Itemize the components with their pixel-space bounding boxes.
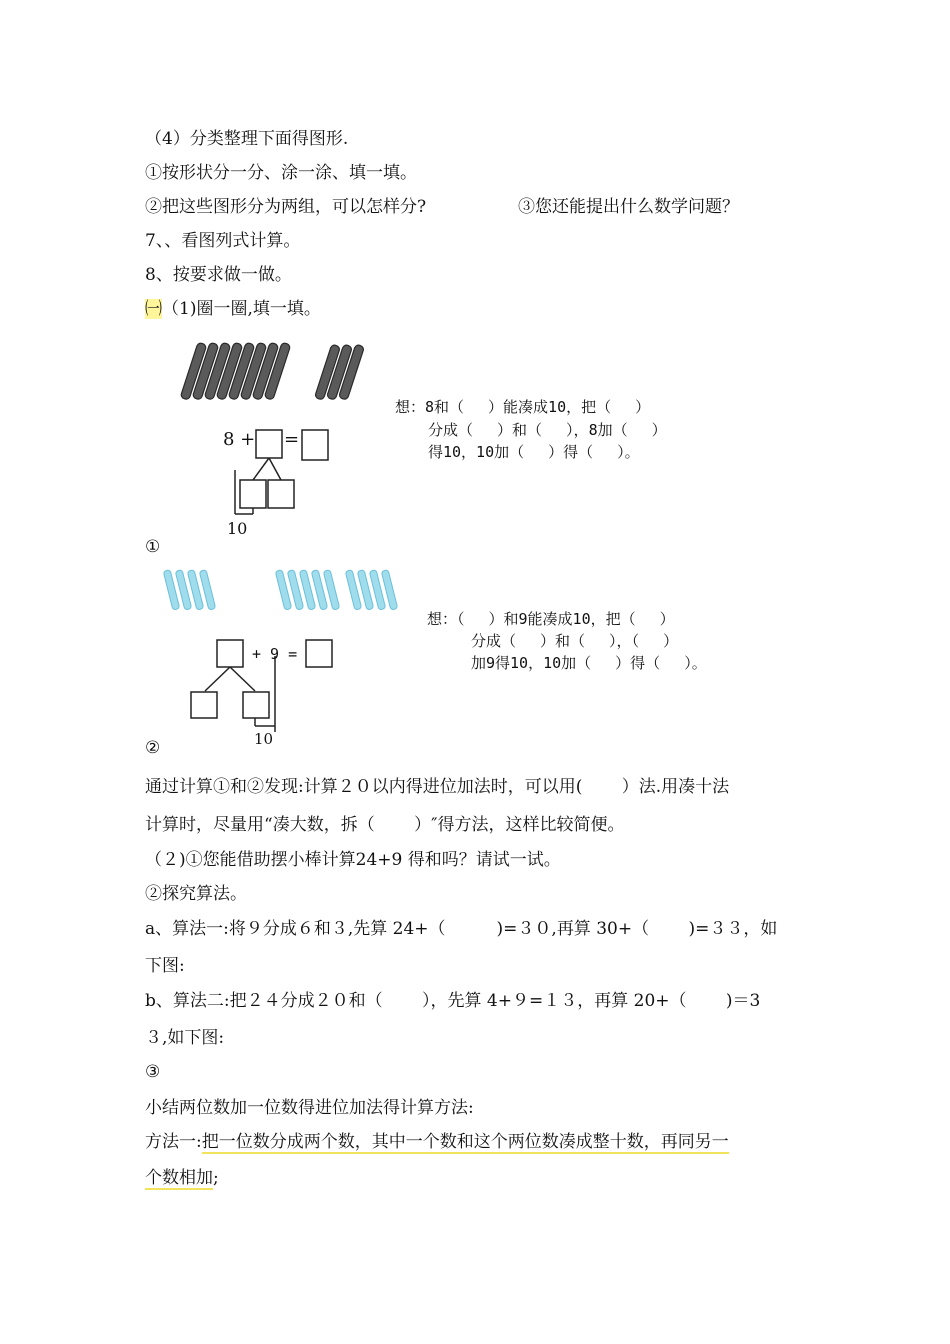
- figure1-eq-left: 8 +: [223, 429, 256, 450]
- part2-explore: ②探究算法。: [145, 884, 247, 904]
- figure2-eq-plus: + 9 =: [252, 645, 298, 663]
- method1-text: 把一位数分成两个数，其中一个数和这个两位数凑成整十数，再同另一: [201, 1132, 729, 1152]
- circle-one-label: ①: [145, 537, 161, 557]
- summary-method1-line2: [145, 1167, 219, 1189]
- method-b-line2: ３,如下图:: [145, 1028, 225, 1048]
- method1-label: 方法一:: [145, 1132, 202, 1152]
- figure1-think-line1: 想：8和（ ）能凑成10，把（ ）: [395, 398, 651, 416]
- circle-two-label: ②: [145, 738, 161, 758]
- figure1-think-line2: 分成（ ）和（ ），8加（ ）: [428, 421, 667, 439]
- q4-step1: ①按形状分一分、涂一涂、填一填。: [145, 163, 417, 183]
- figure2-sticks: [158, 566, 418, 616]
- figure2-ten-label: 10: [254, 730, 274, 748]
- figure2-think-line1: 想：（ ）和9能凑成10，把（ ）: [427, 610, 675, 628]
- q4-step2: ②把这些图形分为两组，可以怎样分?: [145, 197, 427, 217]
- figure2-think-line2: 分成（ ）和（ ），（ ）: [471, 632, 679, 650]
- method1-text-cont: 个数相加: [145, 1168, 213, 1188]
- finding-line2: 计算时，尽量用“凑大数，拆（ ）″得方法，这样比较简便。: [145, 815, 625, 835]
- q8-part1-label: （1)圈一圈,填一填。: [162, 299, 321, 319]
- figure1-eq-equals: =: [284, 429, 300, 450]
- part2-question: （２)①您能借助摆小棒计算24+9 得和吗？请试一试。: [145, 850, 561, 870]
- method1-end: ;: [213, 1168, 219, 1188]
- figure1-sticks: [165, 338, 375, 408]
- method-a-line1: a、算法一:将９分成６和３,先算 24+（ )=３０,再算 30+（ )=３３，如: [145, 919, 778, 939]
- q8-title: 8、按要求做一做。: [145, 265, 292, 285]
- method-a-line2: 下图:: [145, 956, 185, 976]
- summary-title: 小结两位数加一位数得进位加法得计算方法:: [145, 1098, 474, 1118]
- q8-part1-heading: [145, 298, 321, 320]
- figure1-think-line3: 得10，10加（ ）得（ ）。: [428, 443, 640, 461]
- finding-line1: 通过计算①和②发现:计算２０以内得进位加法时，可以用( ）法.用凑十法: [145, 777, 730, 797]
- q7-title: 7、、看图列式计算。: [145, 231, 301, 251]
- summary-method1-line1: [145, 1131, 729, 1153]
- circle-three-label: ③: [145, 1062, 161, 1082]
- figure1-ten-label: 10: [227, 519, 248, 538]
- q4-title: （4）分类整理下面得图形.: [145, 129, 349, 149]
- q4-step3: ③您还能提出什么数学问题？: [518, 197, 739, 217]
- section-marker: ㈠: [145, 299, 162, 319]
- method-b-line1: b、算法二:把２４分成２０和（ ），先算 4+９=１３，再算 20+（ )＝3: [145, 991, 761, 1011]
- figure2-think-line3: 加9得10，10加（ ）得（ ）。: [471, 654, 707, 672]
